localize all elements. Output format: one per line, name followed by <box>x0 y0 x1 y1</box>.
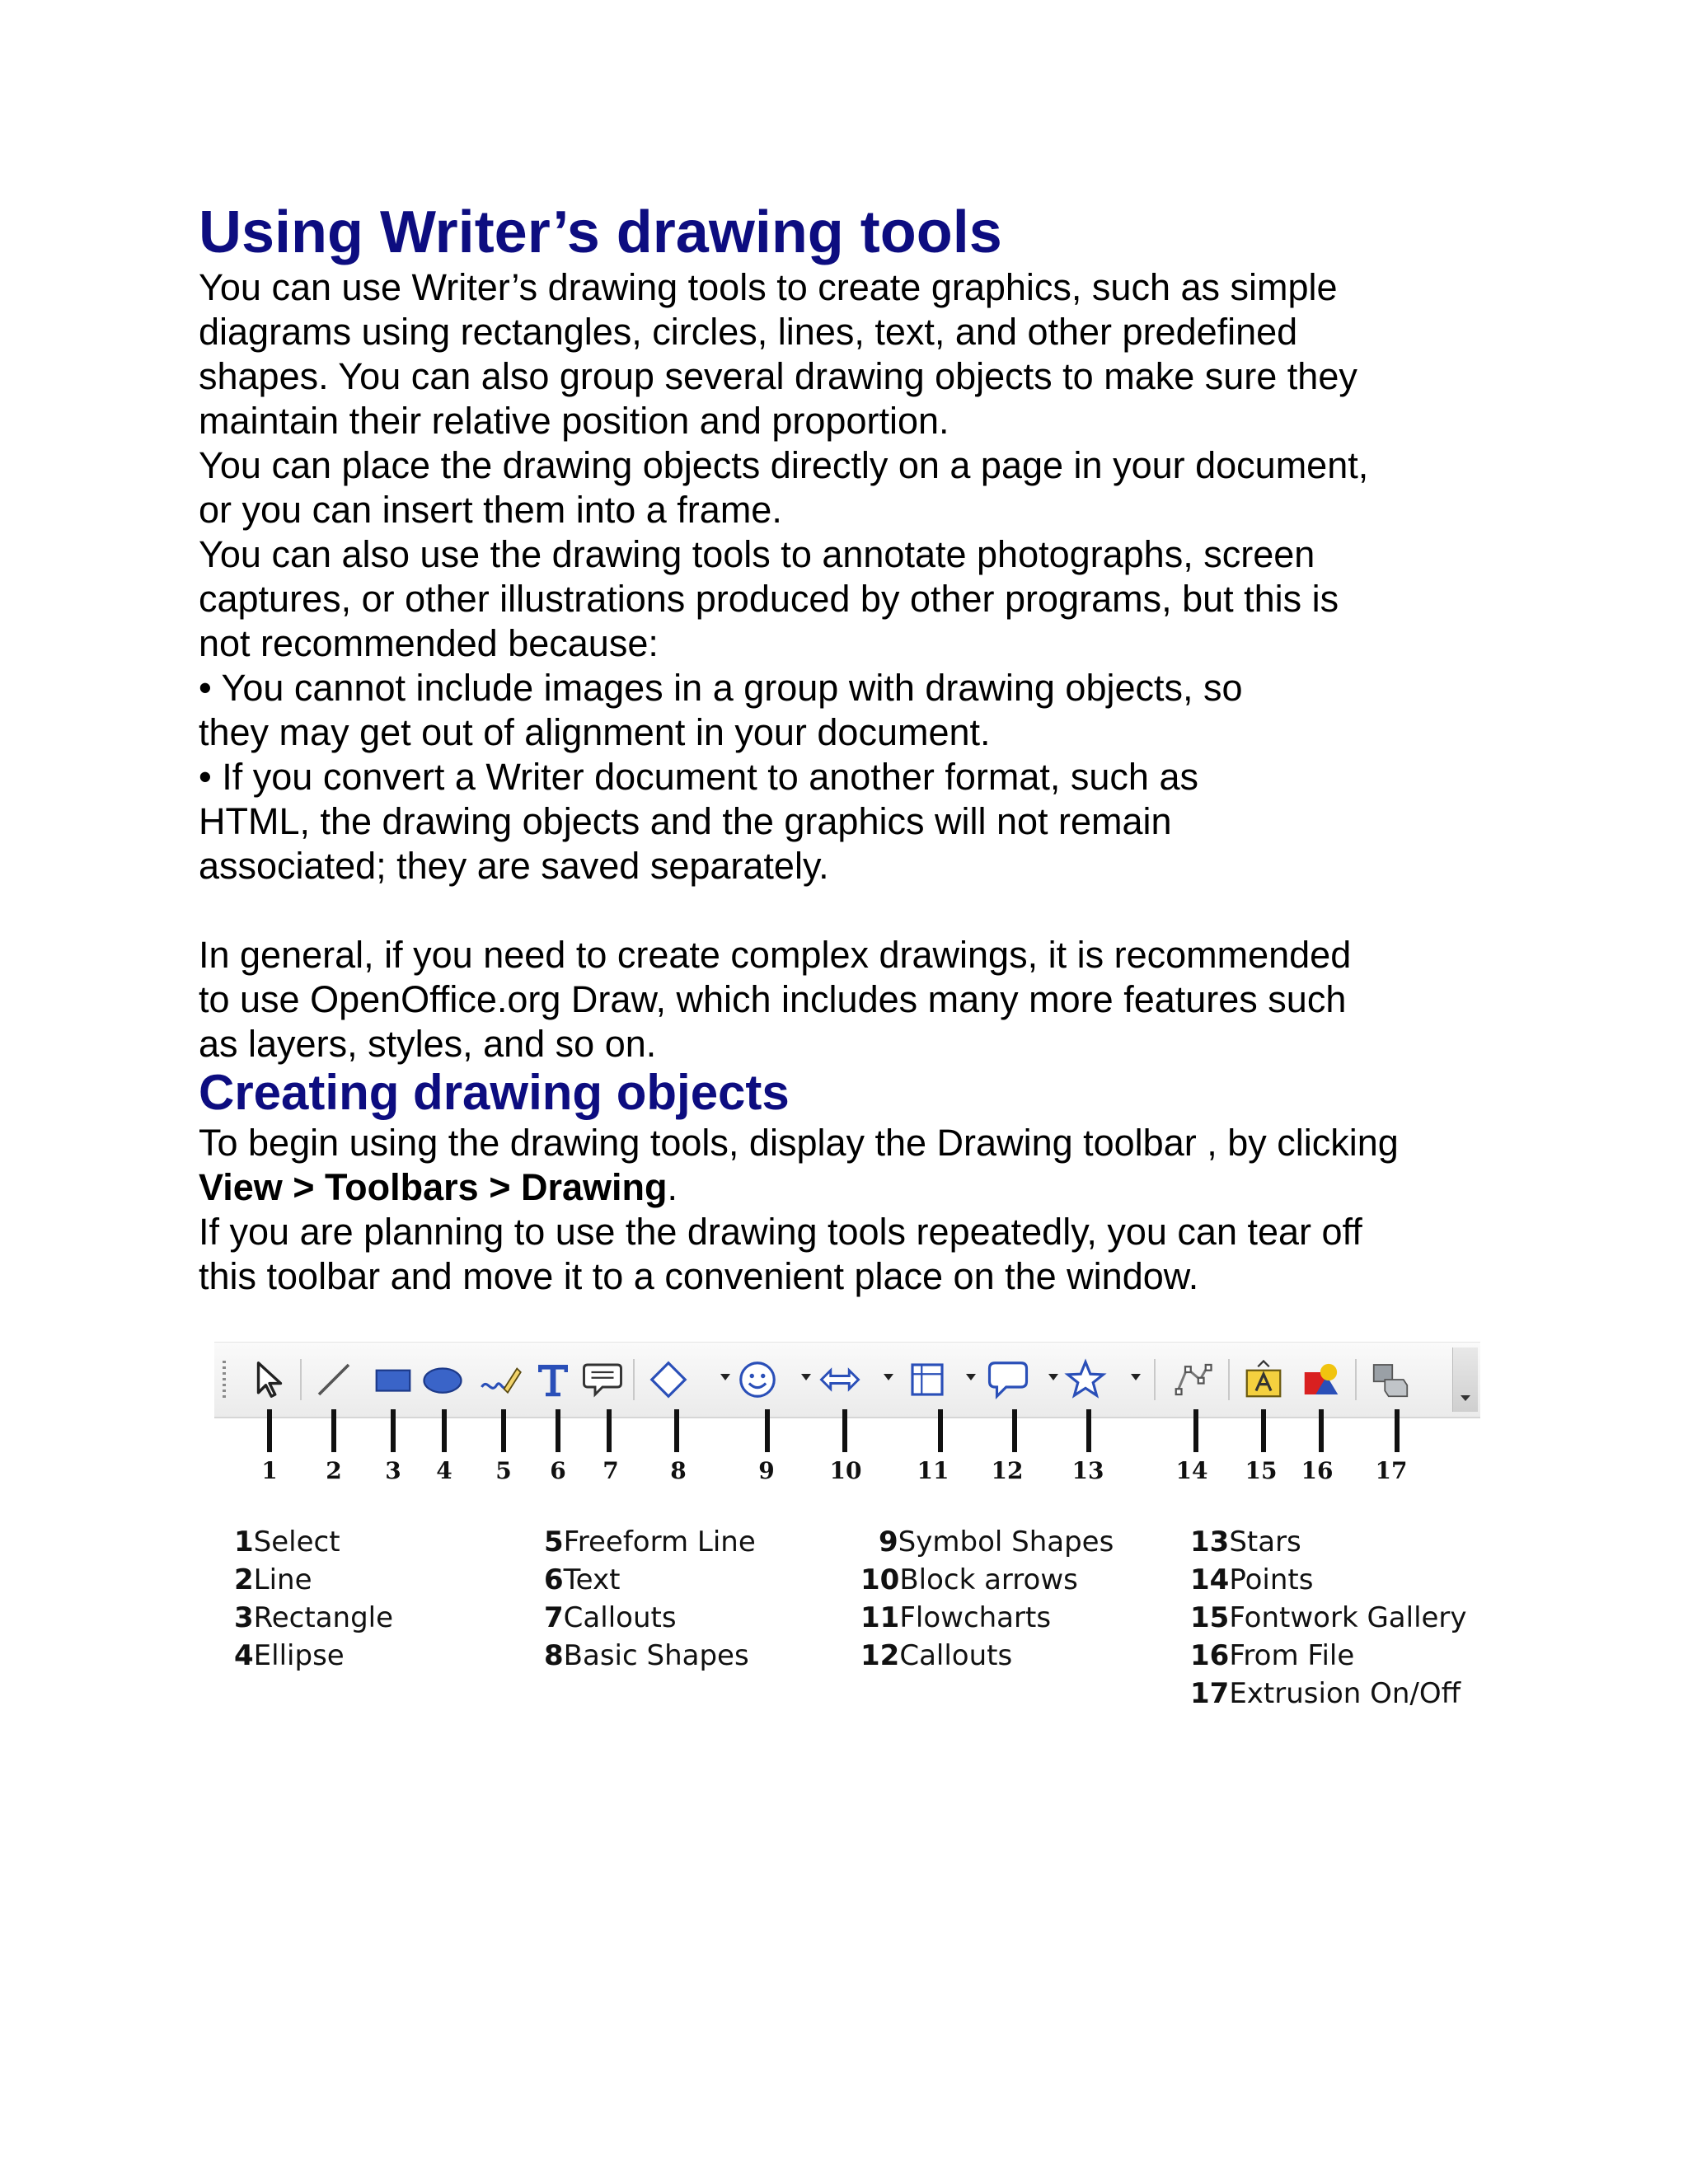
legend-column <box>860 1523 1114 1675</box>
legend-label: Line <box>253 1563 312 1596</box>
legend-item <box>544 1523 756 1561</box>
freeform-line-icon[interactable] <box>478 1357 523 1402</box>
legend-column <box>544 1523 756 1675</box>
legend-item <box>860 1523 1114 1561</box>
callout-line <box>607 1409 612 1452</box>
callout-number: 13 <box>1071 1457 1104 1484</box>
legend-number: 15 <box>1190 1601 1230 1634</box>
text-line: as layers, styles, and so on. <box>199 1023 657 1065</box>
callout-line <box>556 1409 560 1452</box>
bullet-line: • You cannot include images in a group with drawing objects, so <box>199 667 1243 709</box>
menu-path-line <box>199 1165 1501 1210</box>
text-line: maintain their relative position and proportion. <box>199 400 950 442</box>
text-line: associated; they are saved separately. <box>199 845 829 887</box>
callout-line <box>765 1409 770 1452</box>
legend-label: Fontwork Gallery <box>1229 1601 1467 1634</box>
text-line: You can also use the drawing tools to annotate photographs, screen <box>199 533 1315 575</box>
callout-number: 8 <box>670 1457 687 1484</box>
callout-number: 1 <box>261 1457 278 1484</box>
fontwork-gallery-icon[interactable] <box>1241 1357 1286 1402</box>
legend-label: Flowcharts <box>899 1601 1052 1634</box>
symbol-shapes-dropdown-icon[interactable] <box>801 1374 811 1380</box>
callout-number: 3 <box>385 1457 401 1484</box>
legend-number: 4 <box>234 1639 254 1672</box>
legend-item <box>1190 1523 1467 1561</box>
legend-number: 14 <box>1190 1563 1230 1596</box>
legend-label: Extrusion On/Off <box>1229 1677 1461 1710</box>
text-line: they may get out of alignment in your document. <box>199 711 991 753</box>
callouts-icon[interactable] <box>580 1357 625 1402</box>
block-arrows-icon[interactable] <box>818 1357 862 1402</box>
text-line: You can place the drawing objects directly on a page in your document, <box>199 444 1369 486</box>
text-line: In general, if you need to create complex drawings, it is recommended <box>199 934 1352 976</box>
section-text <box>199 1121 1501 1299</box>
callout-line <box>938 1409 943 1452</box>
legend-number: 2 <box>234 1563 254 1596</box>
legend-item <box>234 1599 393 1637</box>
callout-line <box>842 1409 847 1452</box>
legend-label: From File <box>1229 1639 1355 1672</box>
legend-item <box>1190 1599 1467 1637</box>
text-line: You can use Writer’s drawing tools to create graphics, such as simple <box>199 266 1338 308</box>
legend-item <box>234 1523 393 1561</box>
text-line: or you can insert them into a frame. <box>199 489 782 531</box>
legend-column <box>1190 1523 1467 1713</box>
legend-label: Symbol Shapes <box>898 1526 1114 1558</box>
text-icon[interactable] <box>531 1357 575 1402</box>
block-arrows-dropdown-icon[interactable] <box>884 1374 893 1380</box>
legend-item <box>860 1637 1114 1675</box>
drawing-toolbar <box>214 1342 1480 1418</box>
drawing-toolbar-figure <box>214 1342 1480 1721</box>
legend-label: Rectangle <box>253 1601 394 1634</box>
flowcharts-dropdown-icon[interactable] <box>966 1374 976 1380</box>
points-icon[interactable] <box>1170 1357 1215 1402</box>
callout-line <box>1319 1409 1324 1452</box>
callout-line <box>1261 1409 1266 1452</box>
callout-line <box>1395 1409 1400 1452</box>
intro-text <box>199 265 1484 1066</box>
stars-dropdown-icon[interactable] <box>1131 1374 1141 1380</box>
legend-label: Basic Shapes <box>563 1639 749 1672</box>
basic-shapes-icon[interactable] <box>646 1357 691 1402</box>
callout-number: 5 <box>495 1457 512 1484</box>
text-line: If you are planning to use the drawing tools repeatedly, you can tear off <box>199 1211 1362 1253</box>
legend-number: 12 <box>860 1639 900 1672</box>
legend-item <box>234 1561 393 1599</box>
legend-number: 11 <box>860 1601 900 1634</box>
callout-line <box>442 1409 447 1452</box>
legend-number: 3 <box>234 1601 254 1634</box>
period: . <box>667 1166 678 1208</box>
callout-number: 15 <box>1245 1457 1278 1484</box>
text-line: to use OpenOffice.org Draw, which includes many more features such <box>199 978 1347 1020</box>
symbol-shapes-icon[interactable] <box>735 1357 780 1402</box>
callout-number: 14 <box>1175 1457 1208 1484</box>
legend-number: 17 <box>1190 1677 1230 1710</box>
text-line: this toolbar and move it to a convenient place on the window. <box>199 1255 1199 1297</box>
text-line: shapes. You can also group several drawing objects to make sure they <box>199 355 1357 397</box>
callout-number: 9 <box>758 1457 775 1484</box>
callout-number: 11 <box>917 1457 950 1484</box>
callout-number: 10 <box>829 1457 862 1484</box>
callout-line <box>391 1409 396 1452</box>
legend-column <box>234 1523 393 1675</box>
callouts-bubble-icon[interactable] <box>986 1357 1030 1402</box>
legend-number: 16 <box>1190 1639 1230 1672</box>
callout-number: 4 <box>436 1457 452 1484</box>
toolbar-separator <box>1228 1359 1230 1400</box>
legend-label: Points <box>1229 1563 1314 1596</box>
select-icon[interactable] <box>247 1357 292 1402</box>
menu-path: View > Toolbars > Drawing <box>199 1166 668 1208</box>
callout-line <box>674 1409 679 1452</box>
stars-icon[interactable] <box>1063 1357 1108 1402</box>
legend-label: Callouts <box>563 1601 677 1634</box>
basic-shapes-dropdown-icon[interactable] <box>720 1374 730 1380</box>
legend-label: Select <box>253 1526 340 1558</box>
legend-label: Text <box>563 1563 621 1596</box>
legend-label: Freeform Line <box>563 1526 756 1558</box>
extrusion-icon[interactable] <box>1368 1357 1413 1402</box>
ellipse-icon[interactable] <box>420 1357 465 1402</box>
legend-number: 1 <box>234 1526 254 1558</box>
section-heading: Creating drawing objects <box>199 1065 790 1120</box>
legend-item <box>1190 1637 1467 1675</box>
text-line: To begin using the drawing tools, display the Drawing toolbar , by clicking <box>199 1122 1399 1164</box>
legend-item <box>544 1561 756 1599</box>
callout-line <box>1193 1409 1198 1452</box>
callout-number: 17 <box>1375 1457 1408 1484</box>
legend-item <box>544 1637 756 1675</box>
rectangle-icon[interactable] <box>371 1357 415 1402</box>
legend-label: Callouts <box>899 1639 1013 1672</box>
bullet-line: • If you convert a Writer document to another format, such as <box>199 756 1198 798</box>
callout-line <box>1012 1409 1017 1452</box>
legend-item <box>1190 1561 1467 1599</box>
legend-number: 9 <box>879 1526 898 1558</box>
toolbar-overflow-scroll[interactable] <box>1452 1347 1478 1412</box>
text-line: captures, or other illustrations produced by other programs, but this is <box>199 578 1339 620</box>
callouts-dropdown-icon[interactable] <box>1048 1374 1058 1380</box>
callout-number: 16 <box>1301 1457 1334 1484</box>
legend-item <box>1190 1675 1467 1713</box>
blank-line <box>199 888 1484 933</box>
from-file-icon[interactable] <box>1299 1357 1343 1402</box>
page-title: Using Writer’s drawing tools <box>199 199 1002 265</box>
callout-line <box>331 1409 336 1452</box>
toolbar-grip[interactable] <box>223 1361 226 1399</box>
legend-item <box>544 1599 756 1637</box>
callout-line <box>1086 1409 1091 1452</box>
legend-number: 10 <box>860 1563 900 1596</box>
text-line: diagrams using rectangles, circles, lines, text, and other predefined <box>199 311 1298 353</box>
line-icon[interactable] <box>312 1357 356 1402</box>
callout-number: 7 <box>603 1457 619 1484</box>
legend-label: Stars <box>1229 1526 1301 1558</box>
callout-line <box>501 1409 506 1452</box>
toolbar-separator <box>1154 1359 1156 1400</box>
legend-number: 6 <box>544 1563 564 1596</box>
callout-number: 2 <box>326 1457 342 1484</box>
legend-number: 7 <box>544 1601 564 1634</box>
toolbar-separator <box>300 1359 302 1400</box>
legend-item <box>860 1599 1114 1637</box>
legend-number: 5 <box>544 1526 564 1558</box>
legend-number: 8 <box>544 1639 564 1672</box>
legend-item <box>234 1637 393 1675</box>
callout-number: 12 <box>991 1457 1024 1484</box>
text-line: HTML, the drawing objects and the graphics will not remain <box>199 800 1172 842</box>
text-line: not recommended because: <box>199 622 659 664</box>
legend-label: Block arrows <box>899 1563 1078 1596</box>
callout-number: 6 <box>550 1457 566 1484</box>
legend-number: 13 <box>1190 1526 1230 1558</box>
toolbar-separator <box>633 1359 635 1400</box>
legend-item <box>860 1561 1114 1599</box>
toolbar-separator <box>1355 1359 1357 1400</box>
legend-label: Ellipse <box>253 1639 345 1672</box>
flowcharts-icon[interactable] <box>905 1357 950 1402</box>
callout-line <box>267 1409 272 1452</box>
